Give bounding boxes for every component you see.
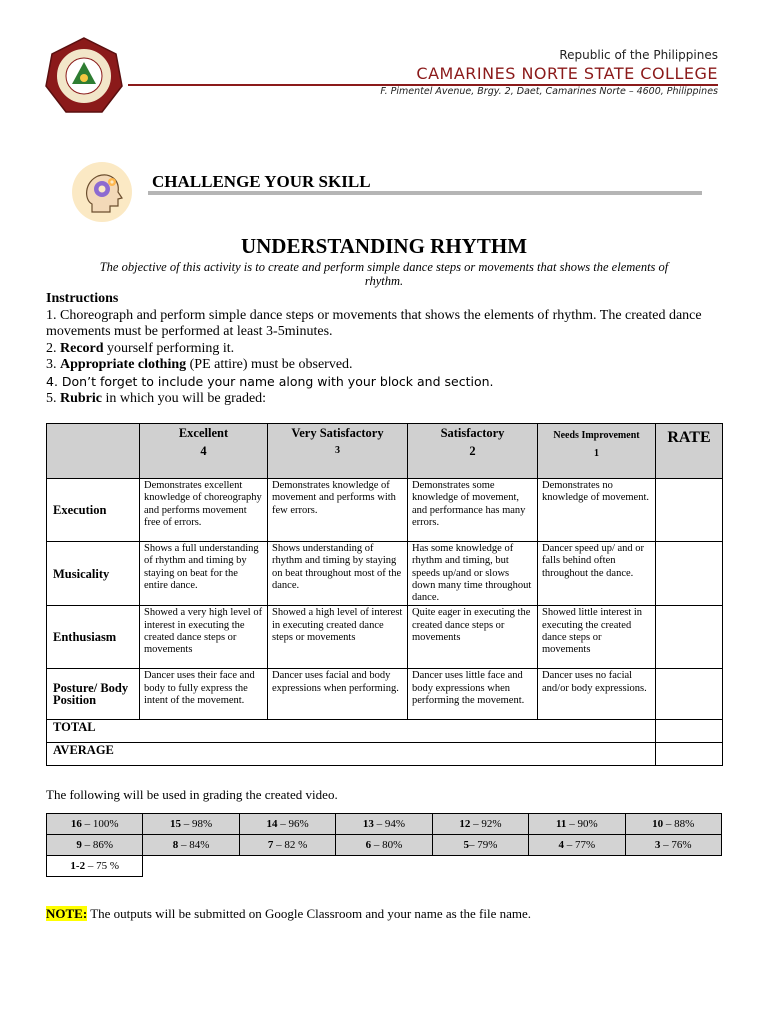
rubric-cell: Dancer uses little face and body expressions when performing the movement. bbox=[408, 669, 538, 720]
average-rate-cell[interactable] bbox=[656, 743, 723, 766]
rubric-cell: Demonstrates knowledge of movement and performs with few errors. bbox=[268, 479, 408, 542]
instruction-3 bbox=[46, 357, 726, 374]
grade-pct: 84% bbox=[189, 839, 210, 851]
grade-pct: 77% bbox=[574, 839, 596, 851]
rubric-rate-header: RATE bbox=[656, 424, 723, 479]
instruction-5-rest: in which you will be graded: bbox=[105, 390, 267, 406]
rubric-row bbox=[47, 479, 723, 542]
objective-text: The objective of this activity is to create and perform simple dance steps or movements that shows the elements of rhythm. bbox=[99, 260, 669, 288]
grade-pct: 86% bbox=[92, 839, 114, 851]
grade-cell: 7 – 82 % bbox=[239, 835, 335, 856]
rubric-row bbox=[47, 606, 723, 669]
rubric-level-needs-improvement bbox=[538, 424, 656, 479]
grade-pct: 80% bbox=[382, 839, 403, 851]
level-points: 3 bbox=[335, 445, 340, 457]
grade-pct: 92% bbox=[481, 818, 502, 830]
grade-cell: 14 – 96% bbox=[239, 814, 335, 835]
grade-cell: 8 – 84% bbox=[143, 835, 239, 856]
level-label: Needs Improvement bbox=[553, 430, 640, 441]
note-text: The outputs will be submitted on Google Classroom and your name as the file name. bbox=[90, 906, 532, 921]
college-logo bbox=[44, 36, 124, 116]
grade-score: 13 bbox=[362, 818, 374, 830]
grade-pct: 82 % bbox=[284, 839, 308, 851]
grade-score: 15 bbox=[170, 818, 182, 830]
grade-cell: 10 – 88% bbox=[625, 814, 721, 835]
rubric-cell: Dancer uses facial and body expressions when performing. bbox=[268, 669, 408, 720]
rubric-total-row bbox=[47, 720, 723, 743]
grade-pct: 79% bbox=[477, 839, 498, 851]
rubric-cell: Quite eager in executing the created dance steps or movements bbox=[408, 606, 538, 669]
rubric-cell: Shows a full understanding of rhythm and timing by staying on beat for the entire dance. bbox=[140, 542, 268, 606]
grade-score: 1-2 bbox=[70, 860, 86, 872]
instructions bbox=[46, 291, 726, 407]
grade-score: 10 bbox=[652, 818, 664, 830]
grade-row bbox=[47, 814, 722, 835]
instructions-heading: Instructions bbox=[46, 291, 119, 306]
grade-pct: 98% bbox=[192, 818, 213, 830]
rubric-level-very-satisfactory bbox=[268, 424, 408, 479]
instruction-3-bold: Appropriate clothing bbox=[60, 357, 187, 373]
rubric-cell: Showed little interest in executing the created dance steps or movements bbox=[538, 606, 656, 669]
rubric-row bbox=[47, 542, 723, 606]
instruction-1: 1. Choreograph and perform simple dance steps or movements that shows the elements of rhythm. The created dance movements must be performed at least 3-5minutes. bbox=[46, 307, 702, 340]
challenge-title: CHALLENGE YOUR SKILL bbox=[152, 172, 371, 191]
grade-score: 11 bbox=[556, 818, 567, 830]
instruction-3-number: 3. bbox=[46, 357, 57, 373]
rubric-average-row bbox=[47, 743, 723, 766]
level-points: 4 bbox=[200, 444, 207, 459]
grade-score: 3 bbox=[654, 839, 661, 851]
grade-score: 4 bbox=[558, 839, 564, 851]
rubric-cell: Demonstrates no knowledge of movement. bbox=[538, 479, 656, 542]
level-points: 1 bbox=[594, 448, 599, 460]
grade-pct: 96% bbox=[288, 818, 309, 830]
rubric-cell: Demonstrates some knowledge of movement, and performance has many errors. bbox=[408, 479, 538, 542]
grade-pct: 75 % bbox=[96, 860, 119, 872]
level-label: Very Satisfactory bbox=[291, 426, 384, 440]
rubric-rate-cell[interactable] bbox=[656, 542, 723, 606]
grade-score: 14 bbox=[266, 818, 278, 830]
page-title: UNDERSTANDING RHYTHM bbox=[240, 234, 528, 258]
grade-pct: 88% bbox=[674, 818, 695, 830]
rubric-cell: Shows understanding of rhythm and timing by staying on beat throughout most of the dance. bbox=[268, 542, 408, 606]
grading-scale-table bbox=[46, 813, 722, 877]
grade-pct: 76% bbox=[671, 839, 692, 851]
grade-pct: 94% bbox=[384, 818, 406, 830]
rubric-cell: Dancer uses their face and body to fully express the intent of the movement. bbox=[140, 669, 268, 720]
grade-pct: 90% bbox=[577, 818, 598, 830]
grade-cell: 11 – 90% bbox=[529, 814, 625, 835]
instruction-5-bold: Rubric bbox=[60, 390, 102, 406]
grade-pct: 100% bbox=[92, 818, 119, 830]
head-gear-icon bbox=[70, 160, 134, 224]
rubric-criterion: Musicality bbox=[47, 542, 140, 606]
rubric-header-criteria bbox=[47, 424, 140, 479]
grade-row bbox=[47, 835, 722, 856]
grade-cell: 16 – 100% bbox=[47, 814, 143, 835]
college-name: CAMARINES NORTE STATE COLLEGE bbox=[416, 64, 718, 83]
rubric-cell: Showed a high level of interest in executing created dance steps or movements bbox=[268, 606, 408, 669]
rubric-cell: Has some knowledge of rhythm and timing, but speeds up/and or slows down many time throughout dance. bbox=[408, 542, 538, 606]
grade-cell: 3 – 76% bbox=[625, 835, 721, 856]
rubric-row bbox=[47, 669, 723, 720]
rubric-level-satisfactory bbox=[408, 424, 538, 479]
rubric-criterion: Execution bbox=[47, 479, 140, 542]
instruction-5 bbox=[46, 391, 726, 408]
grade-score: 8 bbox=[172, 839, 179, 851]
grade-cell: 6 – 80% bbox=[336, 835, 432, 856]
level-label: Satisfactory bbox=[440, 426, 505, 440]
grade-cell: 5– 79% bbox=[432, 835, 528, 856]
level-points: 2 bbox=[469, 444, 476, 459]
note bbox=[46, 906, 531, 922]
republic-line: Republic of the Philippines bbox=[559, 48, 718, 62]
rubric-rate-cell[interactable] bbox=[656, 606, 723, 669]
note-label: NOTE: bbox=[46, 906, 88, 921]
level-label: Excellent bbox=[178, 426, 229, 440]
grade-score: 5 bbox=[463, 839, 469, 851]
instruction-2-number: 2. bbox=[46, 340, 57, 356]
rubric-cell: Dancer uses no facial and/or body expressions. bbox=[538, 669, 656, 720]
grade-cell: 4 – 77% bbox=[529, 835, 625, 856]
rubric-criterion: Enthusiasm bbox=[47, 606, 140, 669]
instruction-3-rest: (PE attire) must be observed. bbox=[189, 357, 353, 373]
grading-intro: The following will be used in grading the created video. bbox=[46, 787, 338, 802]
grade-score: 9 bbox=[76, 839, 82, 851]
grade-score: 16 bbox=[70, 818, 82, 830]
rubric-header-row bbox=[47, 424, 723, 479]
rubric-rate-cell[interactable] bbox=[656, 669, 723, 720]
rubric-rate-cell[interactable] bbox=[656, 479, 723, 542]
instruction-2-bold: Record bbox=[60, 340, 104, 356]
rubric-cell: Demonstrates excellent knowledge of choreography and performs movement free of errors. bbox=[140, 479, 268, 542]
grade-cell: 15 – 98% bbox=[143, 814, 239, 835]
grade-score: 7 bbox=[267, 839, 274, 851]
rubric-cell: Showed a very high level of interest in executing the created dance steps or movements bbox=[140, 606, 268, 669]
instruction-2 bbox=[46, 341, 726, 358]
grade-score: 6 bbox=[365, 839, 372, 851]
grade-cell: 13 – 94% bbox=[336, 814, 432, 835]
challenge-divider bbox=[148, 191, 702, 195]
grade-row bbox=[47, 856, 722, 877]
instruction-2-rest: yourself performing it. bbox=[107, 340, 235, 356]
total-rate-cell[interactable] bbox=[656, 720, 723, 743]
grade-cell: 1-2 – 75 % bbox=[47, 856, 143, 877]
instruction-5-number: 5. bbox=[46, 390, 57, 406]
average-label: AVERAGE bbox=[47, 743, 656, 766]
grade-cell: 12 – 92% bbox=[432, 814, 528, 835]
grade-cell: 9 – 86% bbox=[47, 835, 143, 856]
rubric-table bbox=[46, 423, 723, 766]
rubric-level-excellent bbox=[140, 424, 268, 479]
instruction-4: 4. Don’t forget to include your name along with your block and section. bbox=[46, 373, 494, 389]
college-address: F. Pimentel Avenue, Brgy. 2, Daet, Camarines Norte – 4600, Philippines bbox=[380, 86, 718, 97]
grade-score: 12 bbox=[459, 818, 471, 830]
total-label: TOTAL bbox=[47, 720, 656, 743]
rubric-cell: Dancer speed up/ and or falls behind often throughout the dance. bbox=[538, 542, 656, 606]
rubric-criterion: Posture/ Body Position bbox=[47, 669, 140, 720]
